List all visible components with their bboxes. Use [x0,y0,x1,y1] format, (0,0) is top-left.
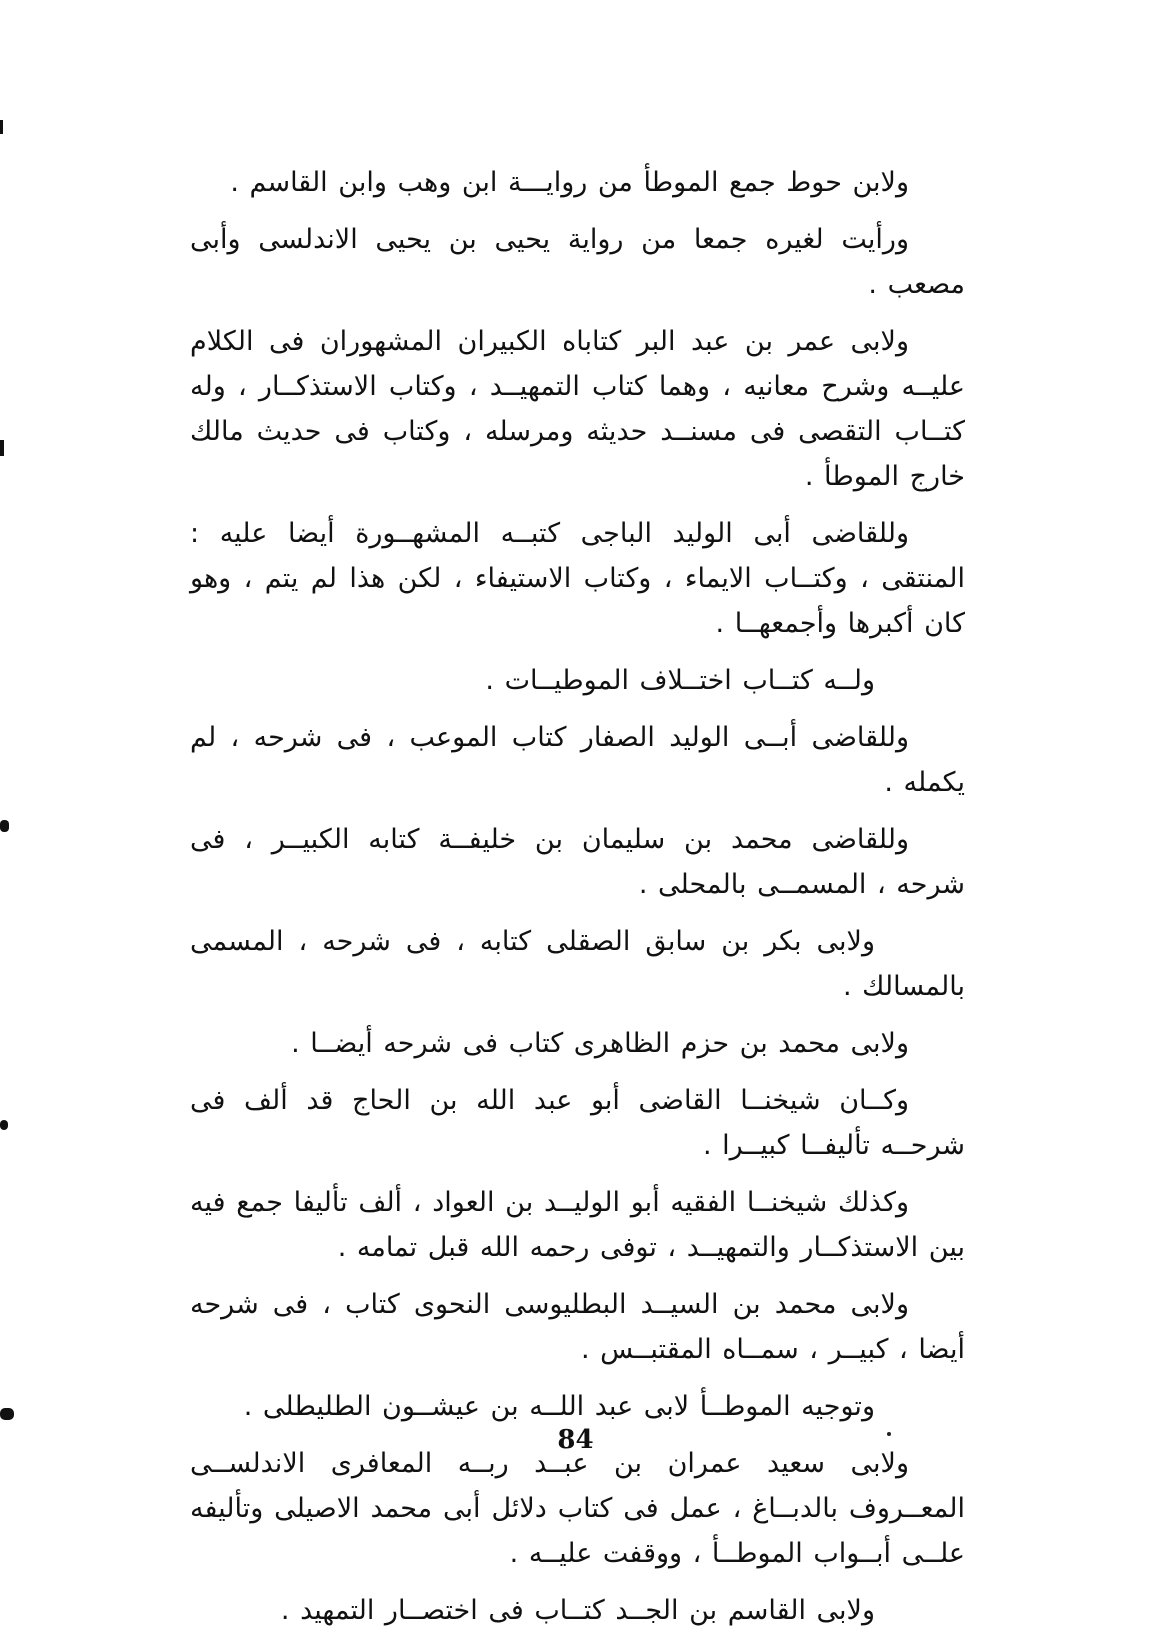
page-number: 84 [557,1425,594,1455]
paragraph: ولابى القاسم بن الجــد كتــاب فى اختصــار التمهيد . [280,1595,875,1626]
paragraph: ولابى سعيد عمران بن عبــد ربــه المعافرى الاندلســى المعــروف بالدبــاغ ، عمل فى كتاب دلائل أبى محمد الاصيلى وتأليفه علــى أبــواب الموطــأ ، ووقفت عليــه . [190,1448,965,1569]
paragraph: ورأيت لغيره جمعا من رواية يحيى بن يحيى الاندلسى وأبى مصعب . [190,224,965,300]
scan-mark [0,1120,8,1130]
paragraph: وللقاضى محمد بن سليمان بن خليفــة كتابه الكبيــر ، فى شرحه ، المسمــى بالمحلى . [190,824,965,900]
scan-mark [0,1408,14,1420]
scan-mark [0,440,4,456]
paragraph: ولابن حوط جمع الموطأ من روايـــة ابن وهب وابن القاسم . [230,167,909,198]
document-body [190,160,965,1626]
paragraph: ولابى عمر بن عبد البر كتاباه الكبيران المشهوران فى الكلام عليــه وشرح معانيه ، وهما كتاب التمهيــد ، وكتاب الاستذكــار ، وله كتــاب التقصى فى مسنــد حديثه ومرسله ، وكتاب فى حديث مالك خارج الموطأ . [190,326,965,492]
scan-mark [0,820,9,832]
paragraph: ولابى محمد بن حزم الظاهرى كتاب فى شرحه أيضــا . [291,1028,909,1059]
paragraph: وكذلك شيخنــا الفقيه أبو الوليــد بن العواد ، ألف تأليفا جمع فيه بين الاستذكــار والتمهيــد ، توفى رحمه الله قبل تمامه . [190,1187,965,1263]
scan-mark [0,120,3,134]
paragraph: وتوجيه الموطــأ لابى عبد اللــه بن عيشــون الطليطلى . [243,1391,875,1422]
paragraph: ولــه كتــاب اختــلاف الموطيــات . [485,665,875,696]
paragraph: وللقاضى أبى الوليد الباجى كتبــه المشهــورة أيضا عليه : المنتقى ، وكتــاب الايماء ، وكتاب الاستيفاء ، لكن هذا لم يتم ، وهو كان أكبرها وأجمعهــا . [190,518,965,639]
paragraph: وكــان شيخنــا القاضى أبو عبد الله بن الحاج قد ألف فى شرحــه تأليفــا كبيــرا . [190,1085,965,1161]
paragraph: وللقاضى أبــى الوليد الصفار كتاب الموعب ، فى شرحه ، لم يكمله . [190,722,965,798]
paragraph: ولابى محمد بن السيــد البطليوسى النحوى كتاب ، فى شرحه أيضا ، كبيــر ، سمــاه المقتبــس . [190,1289,965,1365]
paragraph: ولابى بكر بن سابق الصقلى كتابه ، فى شرحه ، المسمى بالمسالك . [190,926,965,1002]
